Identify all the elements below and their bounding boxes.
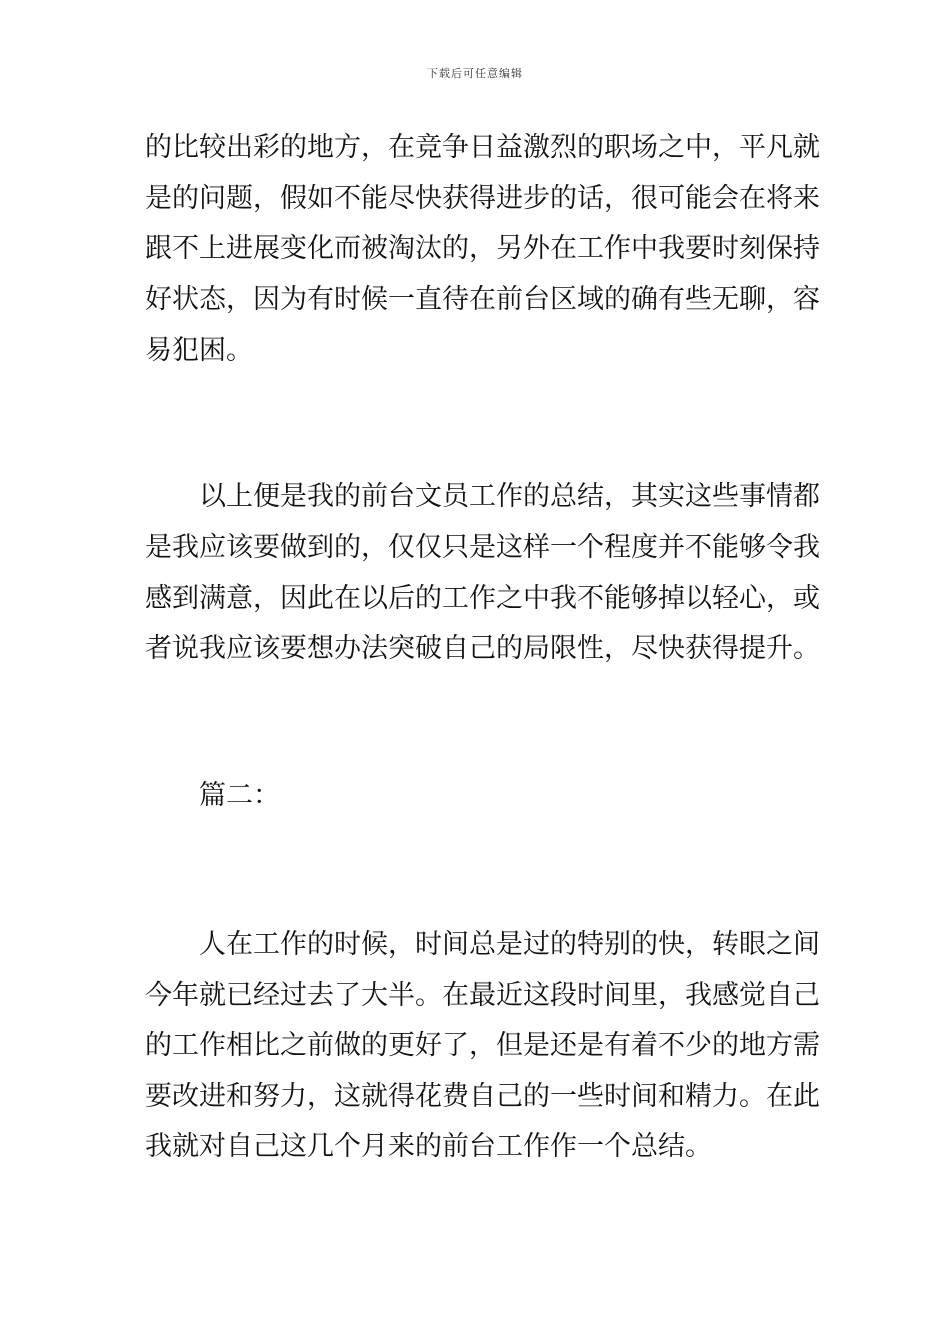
paragraph-line: 的比较出彩的地方，在竞争日益激烈的职场之中，平凡就 [145,132,820,163]
paragraph-line: 感到满意，因此在以后的工作之中我不能够掉以轻心，或 [145,583,820,614]
section-heading: 篇二： [199,780,280,811]
page-header-note: 下载后可任意编辑 [427,67,523,80]
paragraph-line: 好状态，因为有时候一直待在前台区域的确有些无聊，容 [145,284,820,315]
paragraph-line: 者说我应该要想办法突破自己的局限性，尽快获得提升。 [145,633,820,664]
paragraph-line: 今年就已经过去了大半。在最近这段时间里，我感觉自己 [145,980,820,1011]
paragraph-line: 人在工作的时候，时间总是过的特别的快，转眼之间 [199,929,820,960]
paragraph-line: 的工作相比之前做的更好了，但是还是有着不少的地方需 [145,1030,820,1061]
paragraph-line: 易犯困。 [145,335,253,366]
paragraph-line: 是我应该要做到的，仅仅只是这样一个程度并不能够令我 [145,532,820,563]
paragraph-line: 跟不上进展变化而被淘汰的，另外在工作中我要时刻保持 [145,233,820,264]
paragraph-line: 以上便是我的前台文员工作的总结，其实这些事情都 [199,481,820,512]
paragraph-line: 我就对自己这几个月来的前台工作作一个总结。 [145,1131,712,1162]
paragraph-line: 是的问题，假如不能尽快获得进步的话，很可能会在将来 [145,183,820,214]
paragraph-line: 要改进和努力，这就得花费自己的一些时间和精力。在此 [145,1081,820,1112]
